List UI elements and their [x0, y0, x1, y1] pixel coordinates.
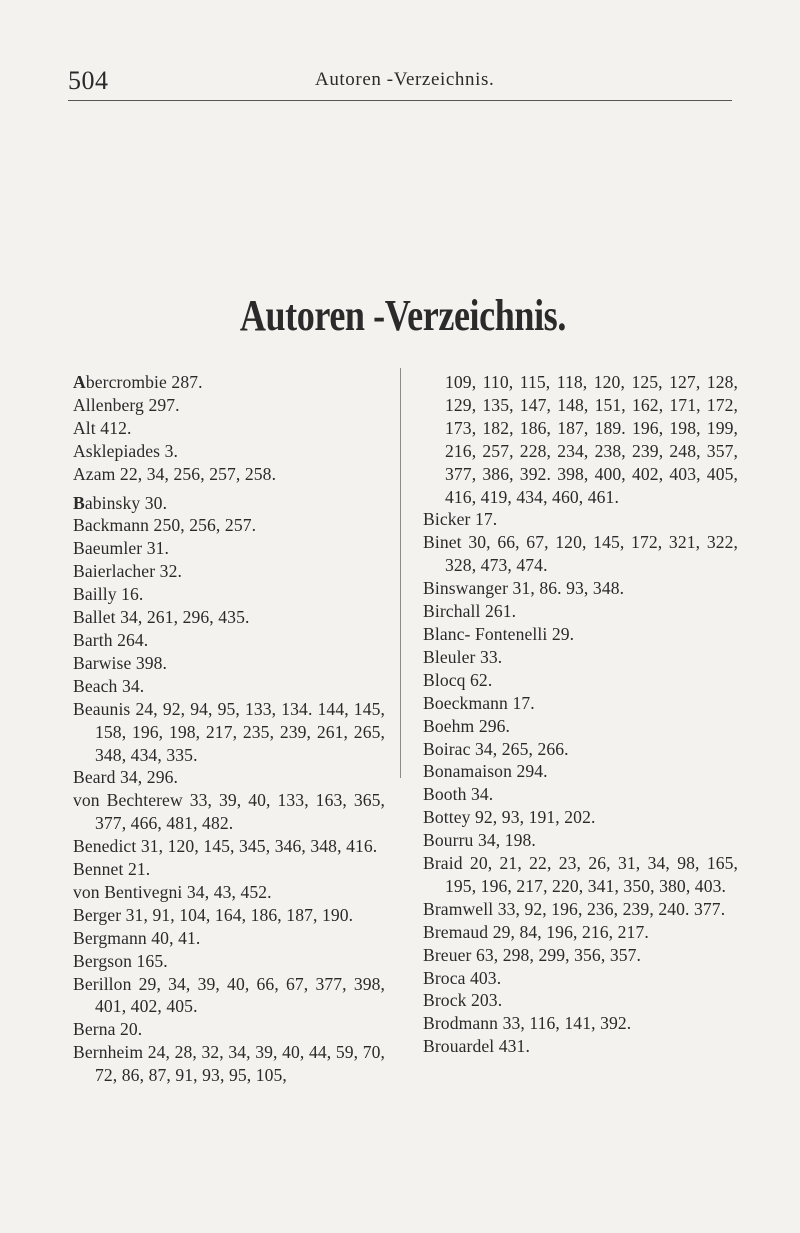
index-entry	[73, 1041, 385, 1087]
index-entry	[73, 789, 385, 835]
entry-page-refs: 31, 120, 145, 345, 346, 348, 416.	[140, 836, 378, 857]
entry-page-refs: 16.	[121, 584, 144, 605]
entry-name: Brouardel	[423, 1036, 495, 1057]
entry-name: Bremaud	[423, 921, 489, 942]
entry-page-refs: 33, 39, 40, 133, 163, 365, 377, 466, 481, 482.	[95, 790, 386, 834]
entry-name: Bicker	[423, 509, 471, 530]
entry-page-refs: 63, 298, 299, 356, 357.	[475, 944, 642, 965]
index-entry	[73, 492, 385, 515]
entry-page-refs: 32.	[159, 561, 182, 582]
page-number: 504	[68, 66, 109, 95]
entry-name: Brock	[423, 990, 467, 1011]
index-entry	[73, 583, 385, 606]
entry-page-refs: 29, 34, 39, 40, 66, 67, 377, 398, 401, 402, 405.	[95, 973, 386, 1017]
entry-name: Berna	[73, 1019, 116, 1040]
entry-page-refs: 33.	[480, 646, 503, 667]
entry-page-refs: 33, 92, 196, 236, 239, 240. 377.	[497, 898, 726, 919]
entry-page-refs: 24, 92, 94, 95, 133, 134. 144, 145, 158, 196, 198, 217, 235, 239, 261, 265, 348, 434, 335.	[95, 698, 385, 765]
entry-name: Abercrombie	[73, 372, 167, 392]
entry-page-refs: 403.	[470, 967, 502, 988]
index-entry	[73, 835, 385, 858]
index-entry	[423, 692, 738, 715]
entry-page-refs: 398.	[135, 652, 168, 673]
index-entry	[73, 950, 385, 973]
index-entry	[423, 760, 738, 783]
entry-name: Benedict	[73, 836, 137, 857]
entry-page-refs: 92, 93, 191, 202.	[475, 807, 596, 828]
entry-name: Bailly	[73, 584, 117, 605]
column-divider	[400, 368, 401, 778]
index-entry	[73, 463, 385, 486]
index-entry	[73, 904, 385, 927]
entry-page-refs: 33, 116, 141, 392.	[502, 1013, 632, 1034]
entry-page-refs: 34, 198.	[477, 830, 536, 851]
index-entry	[73, 394, 385, 417]
entry-page-refs: 431.	[498, 1036, 530, 1057]
entry-page-refs: 40, 41.	[151, 927, 201, 948]
entry-name: Beaunis	[73, 698, 131, 719]
entry-name: Braid	[423, 853, 463, 874]
running-title: Autoren -Verzeichnis.	[315, 69, 495, 90]
entry-page-refs: 296.	[478, 715, 511, 736]
index-entry	[423, 623, 738, 646]
index-entry	[423, 989, 738, 1012]
index-entry	[73, 698, 385, 767]
index-entry	[73, 440, 385, 463]
index-entry	[423, 1012, 738, 1035]
entry-page-refs: 31, 91, 104, 164, 186, 187, 190.	[125, 904, 354, 925]
index-entry	[423, 806, 738, 829]
index-entry	[423, 967, 738, 990]
entry-name: Barwise	[73, 652, 132, 673]
index-entry	[423, 669, 738, 692]
index-entry	[423, 508, 738, 531]
entry-name: Bonamaison	[423, 761, 512, 782]
entry-name: Alt	[73, 417, 96, 438]
entry-name: Bergson	[73, 950, 133, 971]
entry-name: Baierlacher	[73, 561, 156, 582]
entry-name: Booth	[423, 784, 467, 805]
entry-name: Boehm	[423, 715, 475, 736]
entry-name: Bleuler	[423, 646, 476, 667]
index-entry	[73, 766, 385, 789]
entry-name: Binet	[423, 532, 462, 553]
index-entry	[73, 371, 385, 394]
entry-page-refs: 20.	[120, 1019, 143, 1040]
entry-name: Brodmann	[423, 1013, 499, 1034]
entry-name: Bergmann	[73, 927, 147, 948]
index-entry	[73, 606, 385, 629]
entry-name: von Bechterew	[73, 790, 183, 811]
entry-name: Blanc- Fontenelli	[423, 623, 548, 644]
entry-name: Binswanger	[423, 578, 509, 599]
entry-page-refs: 264.	[117, 629, 149, 650]
index-column-right	[423, 371, 738, 1058]
entry-page-refs: 412.	[100, 417, 132, 438]
index-entry	[73, 652, 385, 675]
entry-page-refs: 22, 34, 256, 257, 258.	[119, 463, 277, 484]
index-entry	[73, 629, 385, 652]
entry-name: Bernheim	[73, 1042, 144, 1063]
entry-page-refs: 34, 43, 452.	[186, 881, 272, 902]
index-entry	[73, 881, 385, 904]
entry-page-refs: 287.	[171, 372, 203, 392]
entry-page-refs: 34, 265, 266.	[475, 738, 569, 759]
entry-name: Boeckmann	[423, 692, 508, 713]
entry-page-refs: 3.	[164, 440, 178, 461]
index-entry	[423, 944, 738, 967]
entry-page-refs: 31, 86. 93, 348.	[512, 578, 625, 599]
index-entry	[73, 927, 385, 950]
index-entry	[423, 577, 738, 600]
index-column-left	[73, 371, 385, 1087]
index-entry	[73, 858, 385, 881]
entry-page-refs: 109, 110, 115, 118, 120, 125, 127, 128, 129, 135, 147, 148, 151, 162, 171, 172, 173, 182, 186, 187, 189. 196, 198, 199, 216, 257, 228, 234, 238, 239, 248, 357, 377, 386, 392. 398, 400, 402, 403, 405, 416, 419, 434, 460, 461.	[445, 372, 738, 507]
entry-page-refs: 203.	[471, 990, 503, 1011]
entry-name: Backmann	[73, 515, 150, 536]
entry-page-refs: 294.	[516, 761, 548, 782]
index-entry	[73, 973, 385, 1019]
index-entry	[423, 921, 738, 944]
entry-page-refs: 62.	[470, 669, 493, 690]
entry-name: Ballet	[73, 607, 116, 628]
entry-name: Blocq	[423, 669, 466, 690]
entry-name: von Bentivegni	[73, 881, 183, 902]
entry-name: Beard	[73, 767, 116, 788]
entry-name: Beach	[73, 675, 118, 696]
entry-name: Baeumler	[73, 538, 143, 559]
index-entry	[423, 715, 738, 738]
entry-name: Birchall	[423, 601, 481, 622]
index-entry	[423, 531, 738, 577]
entry-page-refs: 34, 261, 296, 435.	[120, 607, 250, 628]
entry-name: Boirac	[423, 738, 471, 759]
entry-name: Bramwell	[423, 898, 494, 919]
entry-page-refs: 34.	[121, 675, 145, 696]
header-rule	[68, 100, 732, 101]
entry-page-refs: 165.	[136, 950, 168, 971]
index-entry	[423, 1035, 738, 1058]
index-entry	[73, 537, 385, 560]
index-entry	[423, 783, 738, 806]
index-entry	[73, 675, 385, 698]
entry-page-refs: 250, 256, 257.	[153, 515, 257, 536]
entry-page-refs: 29.	[551, 623, 575, 644]
entry-name: Babinsky	[73, 492, 141, 513]
entry-name: Berger	[73, 904, 122, 925]
index-entry	[73, 514, 385, 537]
index-entry	[423, 738, 738, 761]
index-entry	[73, 417, 385, 440]
entry-page-refs: 20, 21, 22, 23, 26, 31, 34, 98, 165, 195, 196, 217, 220, 341, 350, 380, 403.	[445, 853, 739, 896]
entry-page-refs: 24, 28, 32, 34, 39, 40, 44, 59, 70, 72, 86, 87, 91, 93, 95, 105,	[95, 1042, 385, 1086]
entry-name: Allenberg	[73, 394, 144, 415]
entry-name: Azam	[73, 463, 116, 484]
entry-name: Asklepiades	[73, 440, 161, 461]
index-entry	[73, 560, 385, 583]
entry-name: Broca	[423, 967, 466, 988]
entry-page-refs: 30.	[144, 492, 168, 513]
index-entry	[423, 371, 738, 508]
entry-page-refs: 261.	[484, 601, 517, 622]
index-entry	[423, 898, 738, 921]
entry-name: Bottey	[423, 807, 471, 828]
entry-name: Barth	[73, 629, 113, 650]
index-entry	[423, 600, 738, 623]
index-entry	[423, 646, 738, 669]
page-title: Autoren -Verzeichnis.	[239, 291, 566, 340]
running-head	[68, 66, 732, 96]
entry-name: Breuer	[423, 944, 472, 965]
entry-name: Bourru	[423, 830, 474, 851]
index-entry	[423, 829, 738, 852]
entry-name: Bennet	[73, 859, 124, 880]
index-entry	[423, 852, 738, 898]
entry-page-refs: 297.	[148, 394, 180, 415]
entry-page-refs: 31.	[146, 538, 169, 559]
entry-page-refs: 21.	[127, 859, 151, 880]
entry-name: Berillon	[73, 973, 132, 994]
index-entry	[73, 1018, 385, 1041]
entry-page-refs: 34, 296.	[120, 767, 178, 788]
entry-page-refs: 34.	[471, 784, 494, 805]
entry-page-refs: 17.	[475, 509, 498, 530]
entry-page-refs: 17.	[512, 692, 535, 713]
entry-page-refs: 29, 84, 196, 216, 217.	[492, 921, 649, 942]
entry-page-refs: 30, 66, 67, 120, 145, 172, 321, 322, 328, 473, 474.	[445, 532, 739, 576]
